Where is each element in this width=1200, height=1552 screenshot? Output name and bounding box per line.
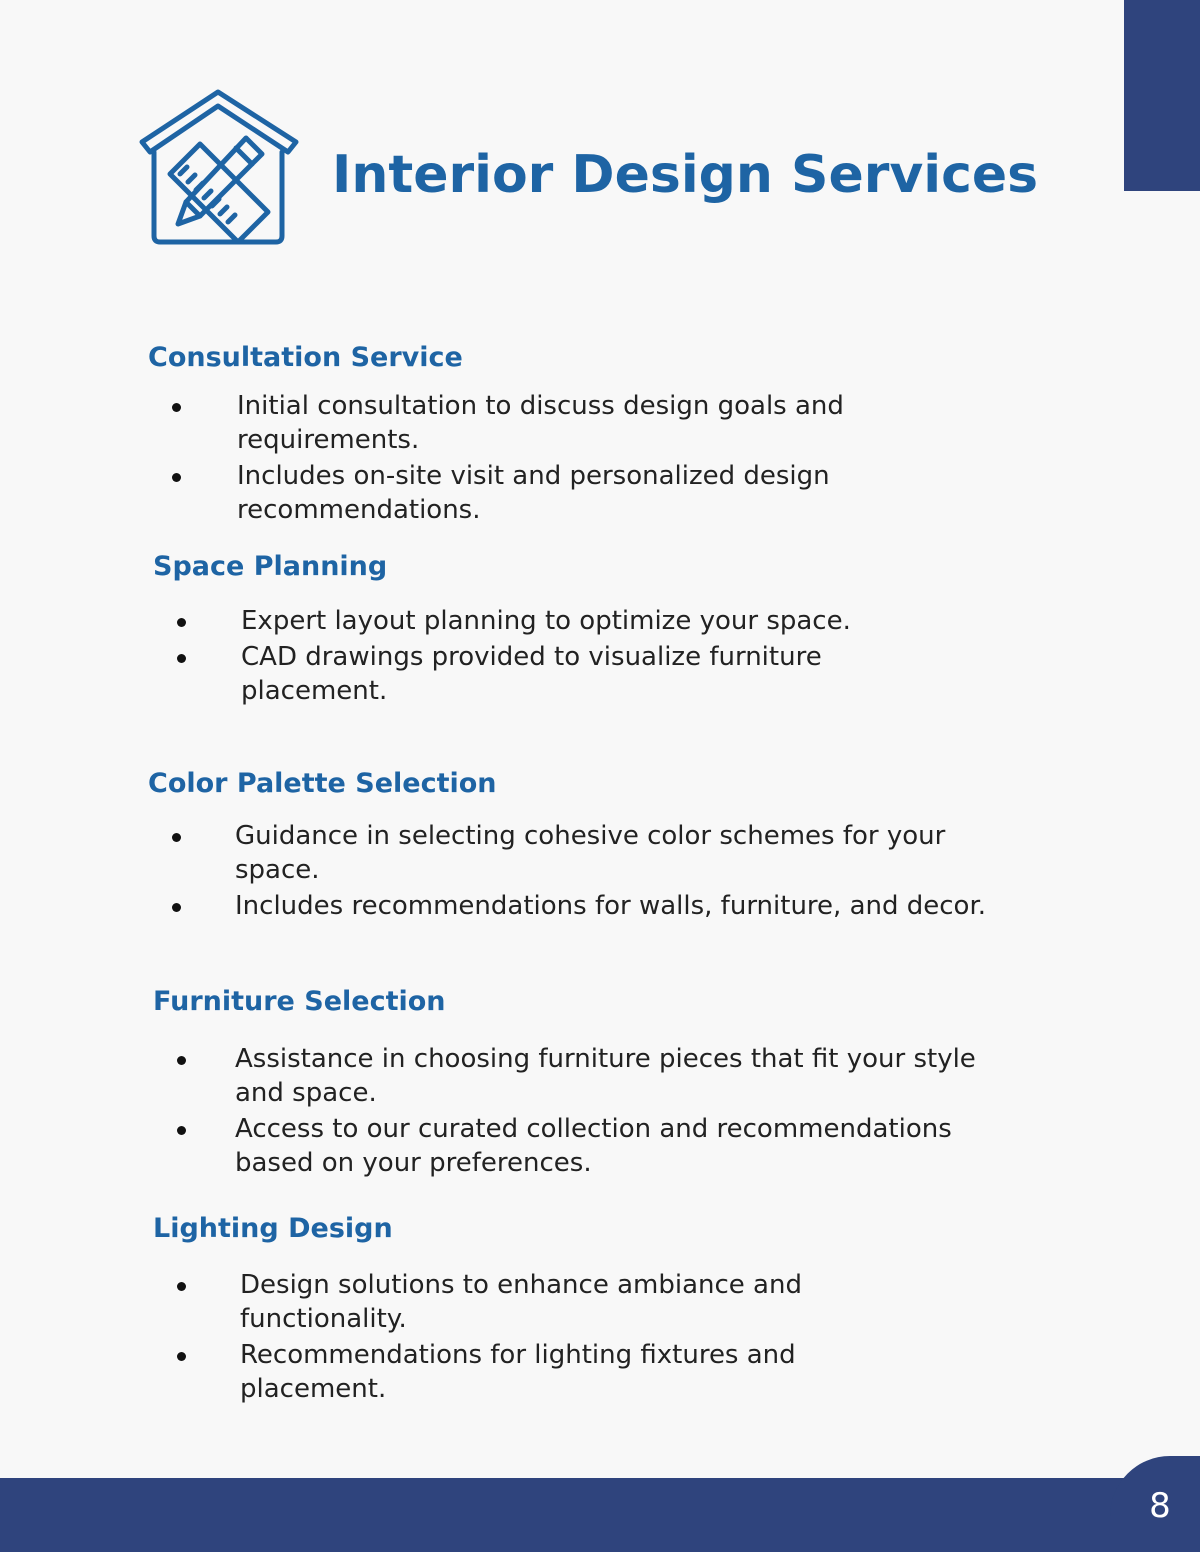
list-item — [153, 604, 943, 638]
section-heading: Color Palette Selection — [148, 768, 497, 799]
list-item — [153, 1112, 983, 1180]
bullet-list — [153, 604, 943, 708]
list-item-text: Access to our curated collection and recommendations based on your preferences. — [235, 1114, 952, 1178]
list-item — [148, 459, 948, 527]
house-ruler-pencil-icon — [136, 86, 302, 248]
list-item-text: Initial consultation to discuss design goals and requirements. — [237, 391, 844, 455]
bullet-icon — [177, 1282, 186, 1291]
list-item-text: Design solutions to enhance ambiance and functionality. — [240, 1270, 802, 1334]
section-heading: Consultation Service — [148, 342, 463, 373]
bullet-list — [153, 1042, 983, 1180]
bullet-icon — [177, 654, 186, 663]
bullet-icon — [172, 833, 181, 842]
section-heading: Space Planning — [153, 551, 388, 582]
page-number: 8 — [1149, 1486, 1171, 1526]
section-furniture-selection — [153, 984, 983, 1182]
bullet-list — [148, 389, 948, 527]
bullet-list — [148, 819, 1018, 923]
list-item-text: CAD drawings provided to visualize furniture placement. — [241, 642, 822, 706]
section-consultation-service — [148, 340, 948, 529]
section-heading: Furniture Selection — [153, 986, 446, 1017]
bullet-icon — [177, 1126, 186, 1135]
section-heading: Lighting Design — [153, 1213, 393, 1244]
list-item — [153, 1338, 943, 1406]
list-item — [153, 1042, 983, 1110]
list-item-text: Includes recommendations for walls, furniture, and decor. — [235, 891, 987, 921]
bullet-list — [153, 1268, 943, 1406]
list-item — [148, 389, 948, 457]
bullet-icon — [177, 1352, 186, 1361]
list-item — [148, 819, 1018, 887]
list-item-text: Guidance in selecting cohesive color schemes for your space. — [235, 821, 946, 885]
corner-tab-decoration — [1124, 0, 1200, 191]
page-title: Interior Design Services — [332, 145, 1039, 205]
section-color-palette-selection — [148, 766, 1018, 925]
list-item-text: Assistance in choosing furniture pieces that fit your style and space. — [235, 1044, 976, 1108]
bullet-icon — [177, 618, 186, 627]
bullet-icon — [172, 903, 181, 912]
footer-bar — [0, 1478, 1200, 1552]
list-item-text: Includes on-site visit and personalized design recommendations. — [237, 461, 830, 525]
section-lighting-design — [153, 1211, 943, 1408]
list-item-text: Recommendations for lighting fixtures and placement. — [240, 1340, 796, 1404]
list-item — [148, 889, 1018, 923]
bullet-icon — [172, 403, 181, 412]
bullet-icon — [172, 473, 181, 482]
list-item-text: Expert layout planning to optimize your space. — [241, 606, 851, 636]
bullet-icon — [177, 1056, 186, 1065]
list-item — [153, 640, 943, 708]
section-space-planning — [153, 549, 943, 710]
list-item — [153, 1268, 943, 1336]
